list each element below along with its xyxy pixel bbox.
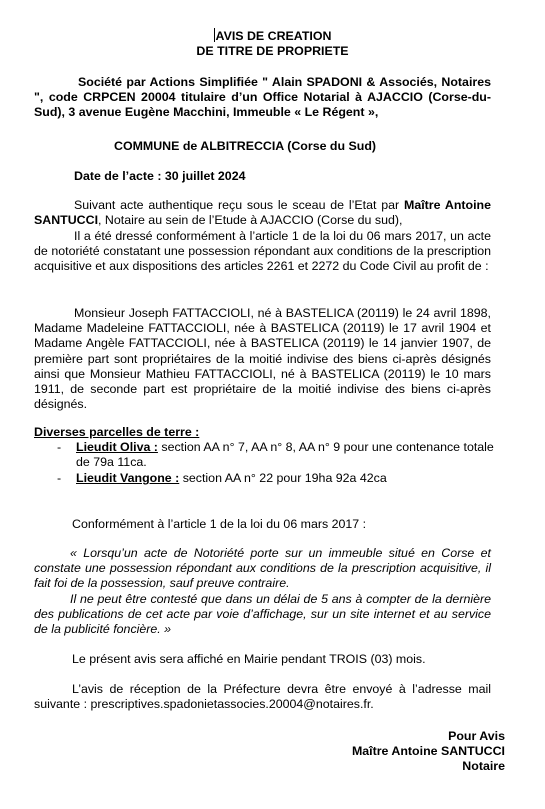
bullet-dash: - bbox=[57, 440, 62, 454]
signature-line-2: Maître Antoine SANTUCCI bbox=[351, 744, 505, 758]
date-acte-label: Date de l’acte : 30 juillet 2024 bbox=[74, 169, 246, 183]
intro-paragraph-1 bbox=[34, 198, 491, 228]
title-text-1: AVIS DE CREATION bbox=[215, 29, 332, 43]
parcelle-item bbox=[44, 471, 504, 487]
lieudit-name: Lieudit Oliva : bbox=[76, 440, 158, 454]
conformement-line: Conformément à l’article 1 de la loi du 06 mars 2017 : bbox=[72, 517, 367, 531]
notary-name: Maître Antoine SANTUCCI bbox=[34, 198, 491, 228]
parcelle-text bbox=[76, 440, 504, 470]
parcelles-heading: Diverses parcelles de terre : bbox=[34, 425, 200, 439]
text-cursor bbox=[214, 28, 215, 42]
signature-line-1: Pour Avis bbox=[448, 729, 505, 743]
intro-paragraph-2: Il a été dressé conformément à l’article 1 de la loi du 06 mars 2017, un acte de notoriété constatant une possession répondant aux conditions de la prescription acquisitive et aux dispositions des articles 2261 et 2272 du Code Civil au profit de : bbox=[34, 229, 491, 274]
parcelle-item bbox=[44, 440, 504, 472]
intro-text-after: , Notaire au sein de l’Etude à AJACCIO (Corse du sud), bbox=[98, 213, 403, 228]
parcelle-detail: section AA n° 22 pour 19ha 92a 42ca bbox=[179, 471, 387, 485]
reception-paragraph: L’avis de réception de la Préfecture devra être envoyé à l’adresse mail suivante : prescriptives.spadonietassocies.20004@notaires.fr. bbox=[34, 682, 491, 712]
parcelle-text bbox=[76, 471, 504, 486]
document-title-line-2: DE TITRE DE PROPRIETE bbox=[196, 44, 349, 58]
commune-label: COMMUNE de ALBITRECCIA (Corse du Sud) bbox=[114, 139, 377, 153]
document-title-line-1 bbox=[0, 28, 545, 44]
parcelle-detail: section AA n° 7, AA n° 8, AA n° 9 pour une contenance totale de 79a 11ca. bbox=[76, 440, 494, 470]
affichage-line: Le présent avis sera affiché en Mairie pendant TROIS (03) mois. bbox=[72, 652, 426, 666]
owners-paragraph: Monsieur Joseph FATTACCIOLI, né à BASTELICA (20119) le 24 avril 1898, Madame Madeleine FATTACCIOLI, née à BASTELICA (20119) le 17 avril 1904 et Madame Angèle FATTACCIOLI, née à BASTELICA (20119) le 14 janvier 1907, de première part sont propriétaires de la moitié indivise des biens ci-après désignés ainsi que Monsieur Mathieu FATTACCIOLI, né à BASTELICA (20119) le 10 mars 1911, de seconde part est propriétaire de la moitié indivise des biens ci-après désignés. bbox=[34, 306, 491, 412]
quote-paragraph-2: Il ne peut être contesté que dans un délai de 5 ans à compter de la dernière des publications de cet acte par voie d’affichage, sur un site internet et au service de la publicité foncière. » bbox=[34, 592, 491, 637]
signature-line-3: Notaire bbox=[462, 759, 505, 773]
company-paragraph: Société par Actions Simplifiée " Alain SPADONI & Associés, Notaires ", code CRPCEN 20004 titulaire d’un Office Notarial à AJACCIO (Corse-du-Sud), 3 avenue Eugène Macchini, Immeuble « Le Régent », bbox=[34, 75, 491, 120]
quote-paragraph-1: « Lorsqu’un acte de Notoriété porte sur un immeuble situé en Corse et constate une possession répondant aux conditions de la prescription acquisitive, il fait foi de la possession, sauf preuve contraire. bbox=[34, 546, 491, 591]
intro-text-before: Suivant acte authentique reçu sous le sceau de l’Etat par bbox=[74, 198, 405, 212]
lieudit-name: Lieudit Vangone : bbox=[76, 471, 180, 485]
bullet-dash: - bbox=[57, 471, 62, 485]
